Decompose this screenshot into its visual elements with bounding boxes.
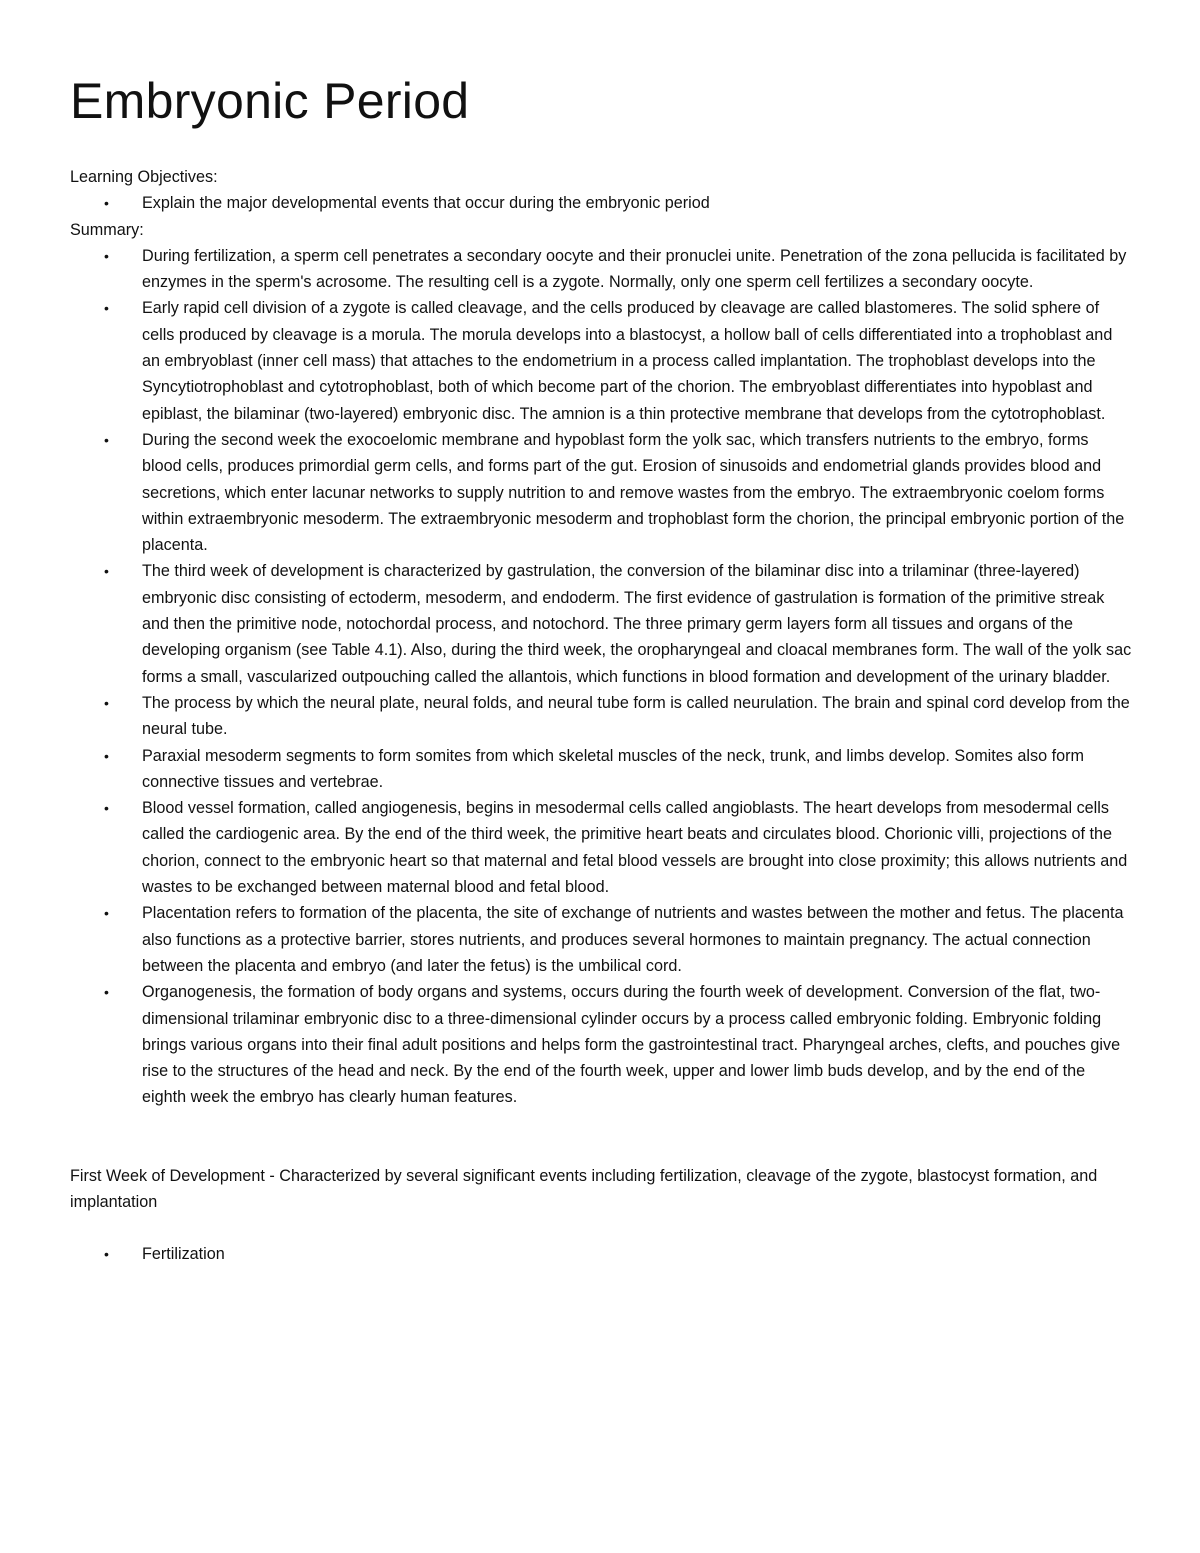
- list-item-text: Organogenesis, the formation of body organs and systems, occurs during the fourth week of development. Conversion of the flat, two-dimensional trilaminar embryonic disc to a three-dimensional cylinder occurs by a process called embryonic folding. Embryonic folding brings various organs into their final adult positions and helps form the gastrointestinal tract. Pharyngeal arches, clefts, and pouches give rise to the structures of the head and neck. By the end of the fourth week, upper and lower limb buds develop, and by the end of the eighth week the embryo has clearly human features.: [142, 983, 1121, 1107]
- bullet-icon: •: [104, 195, 109, 212]
- list-item-text: During the second week the exocoelomic membrane and hypoblast form the yolk sac, which transfers nutrients to the embryo, forms blood cells, produces primordial germ cells, and forms part of the gut. Erosion of sinusoids and endometrial glands provides blood and secretions, which enter lacunar networks to supply nutrition to and remove wastes from the embryo. The extraembryonic coelom forms within extraembryonic mesoderm. The extraembryonic mesoderm and trophoblast form the chorion, the principal embryonic portion of the placenta.: [142, 430, 1125, 555]
- list-item-text: The third week of development is characterized by gastrulation, the conversion of the bilaminar disc into a trilaminar (three-layered) embryonic disc consisting of ectoderm, mesoderm, and endoderm. The first evidence of gastrulation is formation of the primitive streak and then the primitive node, notochordal process, and notochord. The three primary germ layers form all tissues and organs of the developing organism (see Table 4.1). Also, during the third week, the oropharyngeal and cloacal membranes form. The wall of the yolk sac forms a small, vascularized outpouching called the allantois, which functions in blood formation and development of the urinary bladder.: [142, 562, 1132, 686]
- bullet-icon: •: [104, 247, 109, 264]
- first-week-paragraph: First Week of Development - Characterized by several significant events including fertilization, cleavage of the zygote, blastocyst formation, and implantation: [70, 1166, 1098, 1211]
- learning-objectives-list: [70, 190, 1132, 216]
- summary-list: [70, 243, 1132, 1111]
- list-item-text: Early rapid cell division of a zygote is called cleavage, and the cells produced by cleavage are called blastomeres. The solid sphere of cells produced by cleavage is a morula. The morula develops into a blastocyst, a hollow ball of cells differentiated into a trophoblast and an embryoblast (inner cell mass) that attaches to the endometrium in a process called implantation. The trophoblast develops into the Syncytiotrophoblast and cytotrophoblast, both of which become part of the chorion. The embryoblast differentiates into hypoblast and epiblast, the bilaminar (two-layered) embryonic disc. The amnion is a thin protective membrane that develops from the cytotrophoblast.: [142, 299, 1113, 423]
- summary-label: Summary:: [70, 220, 144, 239]
- list-item: [104, 558, 1132, 689]
- list-item-text: During fertilization, a sperm cell penetrates a secondary oocyte and their pronuclei unite. Penetration of the zona pellucida is facilitated by enzymes in the sperm's acrosome. The resulting cell is a zygote. Normally, only one sperm cell fertilizes a secondary oocyte.: [142, 246, 1127, 292]
- blank-space: [70, 1215, 1132, 1241]
- list-item-text: Paraxial mesoderm segments to form somites from which skeletal muscles of the neck, trunk, and limbs develop. Somites also form connective tissues and vertebrae.: [142, 746, 1084, 791]
- bullet-icon: •: [104, 747, 109, 764]
- bullet-icon: •: [104, 431, 109, 448]
- list-item: [104, 243, 1132, 296]
- document-title: Embryonic Period: [70, 73, 470, 129]
- list-item: [104, 743, 1132, 796]
- list-item: [104, 295, 1132, 426]
- list-item: [104, 795, 1132, 900]
- bullet-icon: •: [104, 563, 109, 580]
- bullet-icon: •: [104, 984, 109, 1001]
- list-item-text: Explain the major developmental events that occur during the embryonic period: [142, 194, 710, 213]
- bullet-icon: •: [104, 905, 109, 922]
- first-week-list: [70, 1241, 1132, 1267]
- bullet-icon: •: [104, 1246, 109, 1263]
- list-item-text: The process by which the neural plate, neural folds, and neural tube form is called neurulation. The brain and spinal cord develop from the neural tube.: [142, 693, 1130, 739]
- document-body: [70, 164, 1132, 1268]
- list-item: [104, 1241, 1132, 1267]
- document-page: [70, 70, 1132, 1268]
- list-item-text: Placentation refers to formation of the placenta, the site of exchange of nutrients and wastes between the mother and fetus. The placenta also functions as a protective barrier, stores nutrients, and produces several hormones to maintain pregnancy. The actual connection between the placenta and embryo (and later the fetus) is the umbilical cord.: [142, 904, 1124, 975]
- learning-objectives-label: Learning Objectives:: [70, 168, 218, 186]
- list-item: [104, 190, 1132, 216]
- list-item-text: Fertilization: [142, 1245, 225, 1264]
- list-item: [104, 900, 1132, 979]
- bullet-icon: •: [104, 800, 109, 817]
- blank-space: [70, 1111, 1132, 1163]
- list-item: [104, 690, 1132, 743]
- list-item: [104, 979, 1132, 1110]
- bullet-icon: •: [104, 694, 109, 711]
- bullet-icon: •: [104, 300, 109, 317]
- list-item-text: Blood vessel formation, called angiogenesis, begins in mesodermal cells called angioblasts. The heart develops from mesodermal cells called the cardiogenic area. By the end of the third week, the primitive heart beats and circulates blood. Chorionic villi, projections of the chorion, connect to the embryonic heart so that maternal and fetal blood vessels are brought into close proximity; this allows nutrients and wastes to be exchanged between maternal blood and fetal blood.: [142, 799, 1128, 897]
- list-item: [104, 427, 1132, 558]
